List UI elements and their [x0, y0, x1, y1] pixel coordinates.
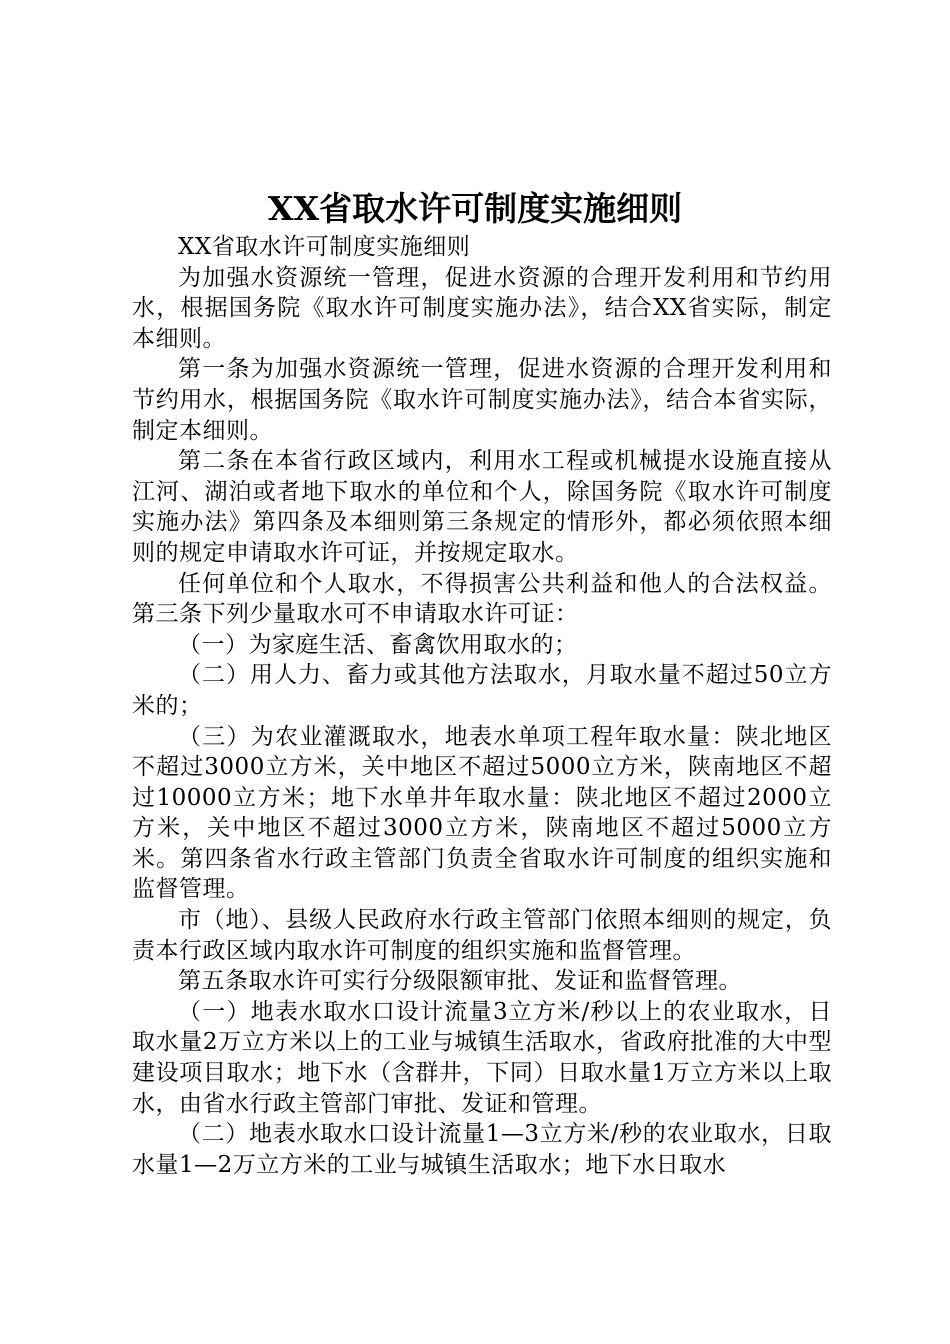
document-body: [132, 232, 832, 1180]
body-paragraph: 任何单位和个人取水，不得损害公共利益和他人的合法权益。第三条下列少量取水可不申请取水许可证：: [132, 570, 832, 628]
body-paragraph: （一）地表水取水口设计流量3立方米/秒以上的农业取水，日取水量2万立方米以上的工业与城镇生活取水，省政府批准的大中型建设项目取水；地下水（含群井，下同）日取水量1万立方米以上取水，由省水行政主管部门审批、发证和管理。: [132, 998, 832, 1117]
body-paragraph: （三）为农业灌溉取水，地表水单项工程年取水量：陕北地区不超过3000立方米，关中地区不超过5000立方米，陕南地区不超过10000立方米；地下水单井年取水量：陕北地区不超过2000立方米，关中地区不超过3000立方米，陕南地区不超过5000立方米。第四条省水行政主管部门负责全省取水许可制度的组织实施和监督管理。: [132, 723, 832, 903]
body-paragraph: 市（地）、县级人民政府水行政主管部门依照本细则的规定，负责本行政区域内取水许可制度的组织实施和监督管理。: [132, 907, 832, 964]
body-paragraph: 为加强水资源统一管理，促进水资源的合理开发利用和节约用水，根据国务院《取水许可制度实施办法》，结合XX省实际，制定本细则。: [132, 264, 832, 352]
body-paragraph: XX省取水许可制度实施细则: [178, 234, 471, 260]
body-paragraph: 第一条为加强水资源统一管理，促进水资源的合理开发利用和节约用水，根据国务院《取水许可制度实施办法》，结合本省实际，制定本细则。: [132, 356, 832, 444]
body-paragraph: 第二条在本省行政区域内，利用水工程或机械提水设施直接从江河、湖泊或者地下取水的单位和个人，除国务院《取水许可制度实施办法》第四条及本细则第三条规定的情形外，都必须依照本细则的规定申请取水许可证，并按规定取水。: [132, 448, 832, 566]
body-paragraph: （二）地表水取水口设计流量1—3立方米/秒的农业取水，日取水量1—2万立方米的工业与城镇生活取水；地下水日取水: [132, 1121, 832, 1178]
document-title: XX省取水许可制度实施细则: [267, 189, 683, 228]
body-paragraph: （二）用人力、畜力或其他方法取水，月取水量不超过50立方米的；: [132, 662, 832, 719]
body-paragraph: 第五条取水许可实行分级限额审批、发证和监督管理。: [178, 968, 742, 995]
body-paragraph: （一）为家庭生活、畜禽饮用取水的；: [178, 631, 578, 658]
